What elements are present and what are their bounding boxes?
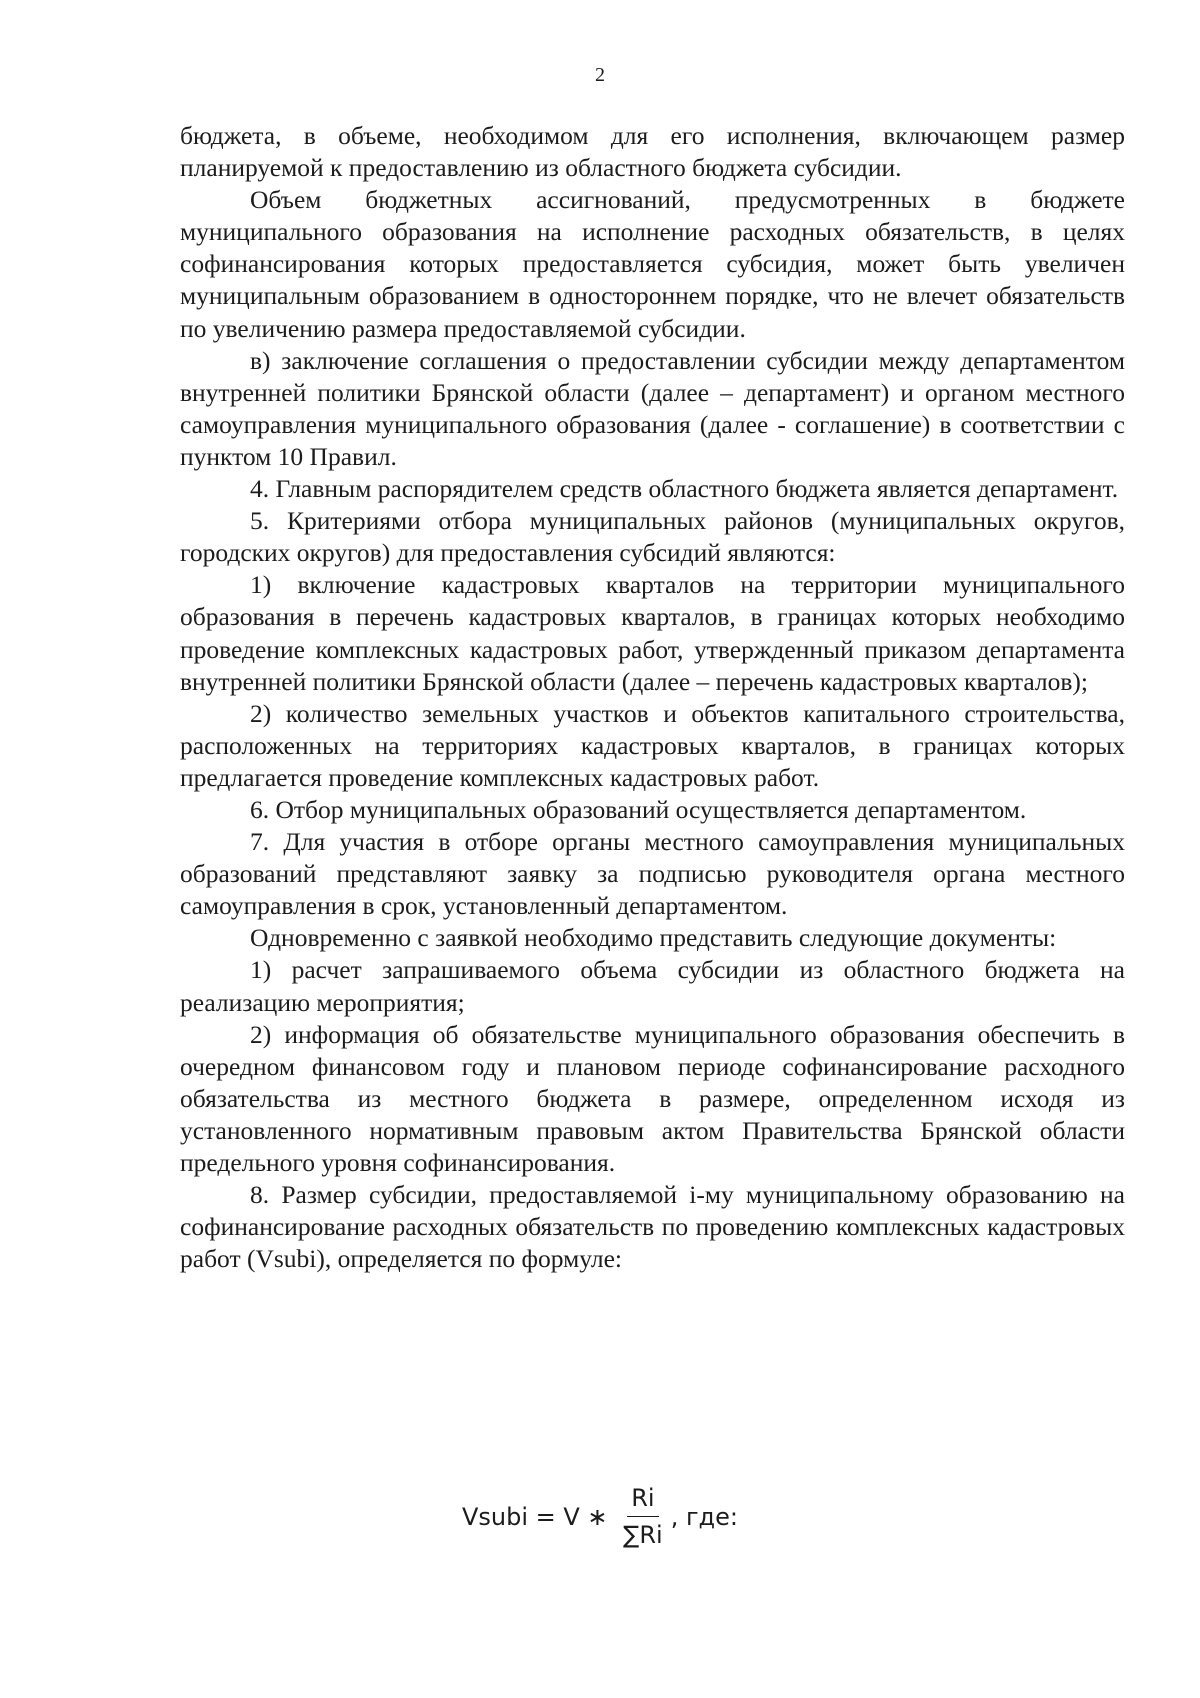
paragraph: 1) включение кадастровых кварталов на территории муниципального образования в перечень кадастровых кварталов, в границах которых необходимо проведение комплексных кадастровых работ, утвержденный приказом департамента внутренней политики Брянской области (далее – перечень кадастровых кварталов); (180, 570, 1125, 696)
paragraph: Одновременно с заявкой необходимо представить следующие документы: (250, 923, 1057, 953)
paragraph: 4. Главным распорядителем средств областного бюджета является департамент. (250, 474, 1119, 504)
formula-denominator: ∑Ri (623, 1521, 663, 1549)
paragraph: в) заключение соглашения о предоставлении субсидии между департаментом внутренней политики Брянской области (далее – департамент) и органом местного самоуправления муниципального образования (далее - соглашение) в соответствии с пунктом 10 Правил. (180, 345, 1125, 471)
subsidy-formula (0, 1484, 1200, 1549)
paragraph: Объем бюджетных ассигнований, предусмотренных в бюджете муниципального образования на исполнение расходных обязательств, в целях софинансирования которых предоставляется субсидия, может быть увеличен муниципальным образованием в одностороннем порядке, что не влечет обязательств по увеличению размера предоставляемой субсидии. (180, 185, 1125, 343)
paragraph: 5. Критериями отбора муниципальных районов (муниципальных округов, городских округов) для предоставления субсидий являются: (180, 506, 1125, 568)
formula-rhs: , где: (670, 1502, 738, 1531)
paragraph: 2) количество земельных участков и объектов капитального строительства, расположенных на территориях кадастровых кварталов, в границах которых предлагается проведение комплексных кадастровых работ. (180, 698, 1125, 792)
formula-lhs: Vsubi = V ∗ (461, 1502, 616, 1531)
paragraph: бюджета, в объеме, необходимом для его исполнения, включающем размер планируемой к предоставлению из областного бюджета субсидии. (180, 121, 1125, 183)
paragraph: 7. Для участия в отборе органы местного самоуправления муниципальных образований представляют заявку за подписью руководителя органа местного самоуправления в срок, установленный департаментом. (180, 827, 1125, 921)
paragraph: 6. Отбор муниципальных образований осуществляется департаментом. (250, 794, 1027, 824)
paragraph: 2) информация об обязательстве муниципального образования обеспечить в очередном финансовом году и плановом периоде софинансирование расходного обязательства из местного бюджета в размере, определенном исходя из установленного нормативным правовым актом Правительства Брянской области предельного уровня софинансирования. (180, 1019, 1125, 1177)
paragraph: 1) расчет запрашиваемого объема субсидии из областного бюджета на реализацию мероприятия; (180, 955, 1125, 1017)
page-number: 2 (595, 64, 605, 86)
formula-numerator: Ri (627, 1484, 658, 1517)
paragraph: 8. Размер субсидии, предоставляемой i-му муниципальному образованию на софинансирование расходных обязательств по проведению комплексных кадастровых работ (Vsubi), определяется по формуле: (180, 1180, 1125, 1274)
document-body (180, 120, 1125, 1275)
formula-fraction (619, 1484, 667, 1549)
